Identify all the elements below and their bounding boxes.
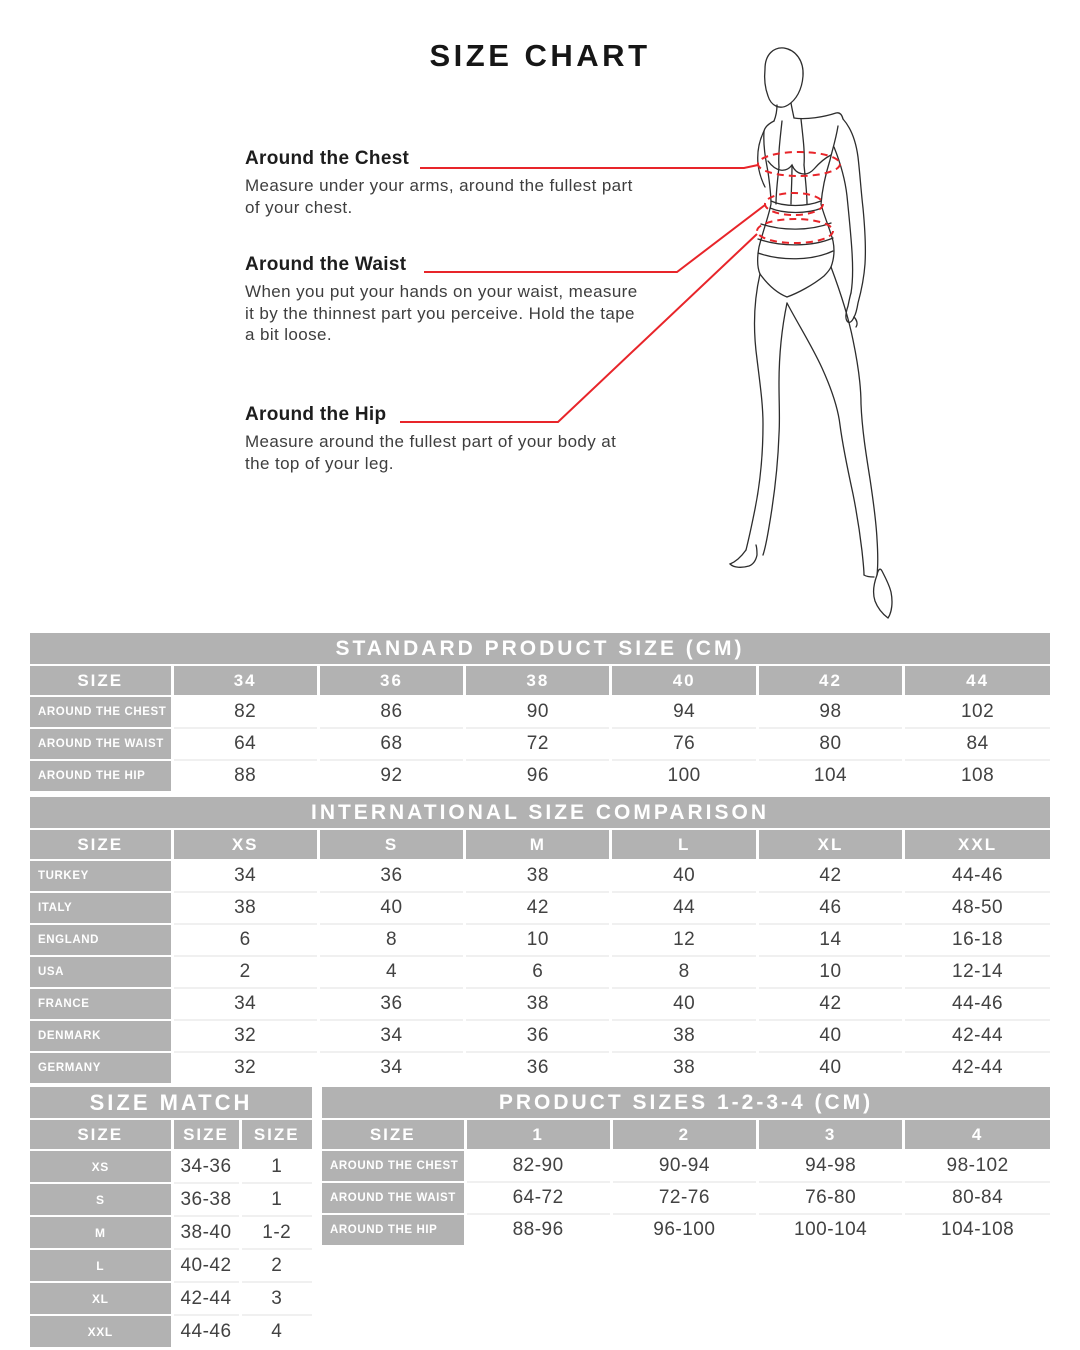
- size-value: 1-2: [240, 1216, 312, 1249]
- callout-waist-heading: Around the Waist: [245, 254, 407, 275]
- size-value: 4: [318, 956, 464, 988]
- size-value: 4: [240, 1315, 312, 1347]
- column-header: SIZE: [240, 1120, 312, 1150]
- size-value: 10: [465, 924, 611, 956]
- size-value: 36: [465, 1020, 611, 1052]
- size-value: 44-46: [172, 1315, 240, 1347]
- measurement-ellipses: [757, 152, 840, 243]
- column-header: SIZE: [30, 1120, 172, 1150]
- table-row: [30, 1183, 312, 1216]
- size-value: 3: [240, 1282, 312, 1315]
- table-row: [30, 892, 1050, 924]
- callout-hip: [245, 404, 640, 474]
- column-header: 40: [611, 666, 757, 696]
- size-value: 40: [757, 1052, 903, 1083]
- callout-waist: [245, 254, 640, 346]
- row-label: FRANCE: [30, 988, 172, 1020]
- standard-product-size-table: [30, 633, 1050, 791]
- size-value: 84: [904, 728, 1050, 760]
- size-value: 96-100: [611, 1214, 757, 1245]
- size-value: 64-72: [465, 1182, 611, 1214]
- column-header: M: [465, 830, 611, 860]
- size-value: 6: [465, 956, 611, 988]
- row-label: GERMANY: [30, 1052, 172, 1083]
- product-sizes-1234-table: [322, 1087, 1050, 1245]
- row-label: TURKEY: [30, 860, 172, 892]
- column-header: SIZE: [322, 1120, 465, 1150]
- column-header: L: [611, 830, 757, 860]
- size-value: 64: [172, 728, 318, 760]
- hip-measure-ellipse: [757, 219, 833, 243]
- row-label: XL: [30, 1282, 172, 1315]
- row-label: AROUND THE CHEST: [322, 1150, 465, 1182]
- size-value: 72-76: [611, 1182, 757, 1214]
- croquis-outline: [730, 48, 892, 618]
- size-value: 34: [318, 1052, 464, 1083]
- size-value: 38-40: [172, 1216, 240, 1249]
- size-value: 1: [240, 1183, 312, 1216]
- chest-measure-ellipse: [758, 152, 840, 176]
- waist-measure-ellipse: [765, 193, 823, 215]
- table-title: SIZE MATCH: [30, 1087, 312, 1118]
- size-value: 90-94: [611, 1150, 757, 1182]
- size-value: 76-80: [758, 1182, 904, 1214]
- column-header: 34: [172, 666, 318, 696]
- table-row: [322, 1182, 1050, 1214]
- size-value: 36: [465, 1052, 611, 1083]
- size-value: 16-18: [904, 924, 1050, 956]
- size-value: 14: [757, 924, 903, 956]
- size-value: 44-46: [904, 860, 1050, 892]
- size-value: 8: [318, 924, 464, 956]
- row-label: USA: [30, 956, 172, 988]
- size-value: 34: [172, 988, 318, 1020]
- size-value: 12: [611, 924, 757, 956]
- table-row: [30, 696, 1050, 728]
- size-value: 80-84: [904, 1182, 1050, 1214]
- column-header: SIZE: [30, 830, 172, 860]
- international-size-comparison-table: [30, 797, 1050, 1083]
- size-value: 36-38: [172, 1183, 240, 1216]
- table-title: INTERNATIONAL SIZE COMPARISON: [30, 797, 1050, 828]
- size-value: 36: [318, 988, 464, 1020]
- column-header: 1: [465, 1120, 611, 1150]
- page-title: SIZE CHART: [429, 38, 651, 73]
- size-value: 12-14: [904, 956, 1050, 988]
- size-value: 34: [172, 860, 318, 892]
- size-value: 36: [318, 860, 464, 892]
- column-header: 42: [757, 666, 903, 696]
- column-header: XL: [757, 830, 903, 860]
- size-value: 40: [611, 988, 757, 1020]
- row-label: AROUND THE WAIST: [322, 1182, 465, 1214]
- size-value: 102: [904, 696, 1050, 728]
- callout-waist-body: When you put your hands on your waist, measure it by the thinnest part you perceive. Hold the tape a bit loose.: [245, 282, 638, 344]
- column-header: SIZE: [30, 666, 172, 696]
- size-value: 1: [240, 1150, 312, 1183]
- size-value: 76: [611, 728, 757, 760]
- column-header: XXL: [904, 830, 1050, 860]
- column-header: 3: [758, 1120, 904, 1150]
- size-value: 82-90: [465, 1150, 611, 1182]
- column-header: 2: [611, 1120, 757, 1150]
- size-value: 32: [172, 1052, 318, 1083]
- table-title: PRODUCT SIZES 1-2-3-4 (CM): [322, 1087, 1050, 1118]
- size-value: 2: [240, 1249, 312, 1282]
- table-row: [30, 1216, 312, 1249]
- column-header: 4: [904, 1120, 1050, 1150]
- row-label: ENGLAND: [30, 924, 172, 956]
- size-value: 38: [611, 1020, 757, 1052]
- size-value: 42: [465, 892, 611, 924]
- row-label: AROUND THE HIP: [322, 1214, 465, 1245]
- row-label: AROUND THE CHEST: [30, 696, 172, 728]
- size-value: 80: [757, 728, 903, 760]
- size-value: 42-44: [904, 1020, 1050, 1052]
- size-value: 100: [611, 760, 757, 791]
- size-value: 40-42: [172, 1249, 240, 1282]
- size-value: 42: [757, 860, 903, 892]
- table-row: [322, 1214, 1050, 1245]
- size-value: 68: [318, 728, 464, 760]
- size-value: 44: [611, 892, 757, 924]
- size-value: 94-98: [758, 1150, 904, 1182]
- standard-product-size-grid: [30, 666, 1050, 791]
- table-row: [30, 1249, 312, 1282]
- callout-chest-body: Measure under your arms, around the fullest part of your chest.: [245, 176, 633, 217]
- size-value: 88: [172, 760, 318, 791]
- column-header: 38: [465, 666, 611, 696]
- row-label: L: [30, 1249, 172, 1282]
- row-label: XS: [30, 1150, 172, 1183]
- table-row: [30, 728, 1050, 760]
- table-row: [30, 1052, 1050, 1083]
- size-value: 88-96: [465, 1214, 611, 1245]
- size-value: 42-44: [904, 1052, 1050, 1083]
- size-value: 72: [465, 728, 611, 760]
- callout-hip-body: Measure around the fullest part of your body at the top of your leg.: [245, 432, 617, 473]
- size-value: 34-36: [172, 1150, 240, 1183]
- size-value: 100-104: [758, 1214, 904, 1245]
- size-value: 44-46: [904, 988, 1050, 1020]
- size-value: 34: [318, 1020, 464, 1052]
- product-sizes-1234-grid: [322, 1120, 1050, 1245]
- size-value: 46: [757, 892, 903, 924]
- size-value: 2: [172, 956, 318, 988]
- row-label: M: [30, 1216, 172, 1249]
- size-value: 42: [757, 988, 903, 1020]
- size-match-table: [30, 1087, 312, 1347]
- size-value: 98: [757, 696, 903, 728]
- table-row: [30, 760, 1050, 791]
- size-value: 38: [172, 892, 318, 924]
- column-header: S: [318, 830, 464, 860]
- callout-chest-heading: Around the Chest: [245, 148, 410, 169]
- table-row: [30, 1315, 312, 1347]
- size-value: 94: [611, 696, 757, 728]
- size-value: 40: [757, 1020, 903, 1052]
- international-size-grid: [30, 830, 1050, 1083]
- table-row: [30, 860, 1050, 892]
- callout-chest: [245, 148, 640, 218]
- table-row: [30, 956, 1050, 988]
- size-value: 38: [465, 988, 611, 1020]
- size-value: 96: [465, 760, 611, 791]
- size-value: 108: [904, 760, 1050, 791]
- size-value: 32: [172, 1020, 318, 1052]
- row-label: AROUND THE WAIST: [30, 728, 172, 760]
- size-value: 82: [172, 696, 318, 728]
- size-value: 104: [757, 760, 903, 791]
- table-title: STANDARD PRODUCT SIZE (CM): [30, 633, 1050, 664]
- row-label: DENMARK: [30, 1020, 172, 1052]
- size-value: 6: [172, 924, 318, 956]
- size-value: 42-44: [172, 1282, 240, 1315]
- row-label: S: [30, 1183, 172, 1216]
- size-value: 98-102: [904, 1150, 1050, 1182]
- row-label: XXL: [30, 1315, 172, 1347]
- column-header: SIZE: [172, 1120, 240, 1150]
- size-value: 104-108: [904, 1214, 1050, 1245]
- size-value: 38: [465, 860, 611, 892]
- size-value: 86: [318, 696, 464, 728]
- table-row: [30, 1150, 312, 1183]
- size-value: 8: [611, 956, 757, 988]
- table-row: [30, 924, 1050, 956]
- callout-hip-heading: Around the Hip: [245, 404, 387, 425]
- table-row: [30, 1282, 312, 1315]
- size-value: 48-50: [904, 892, 1050, 924]
- size-value: 40: [611, 860, 757, 892]
- column-header: 36: [318, 666, 464, 696]
- column-header: XS: [172, 830, 318, 860]
- size-value: 38: [611, 1052, 757, 1083]
- row-label: AROUND THE HIP: [30, 760, 172, 791]
- size-match-grid: [30, 1120, 312, 1347]
- table-row: [30, 1020, 1050, 1052]
- size-value: 92: [318, 760, 464, 791]
- table-row: [322, 1150, 1050, 1182]
- table-row: [30, 988, 1050, 1020]
- size-value: 10: [757, 956, 903, 988]
- row-label: ITALY: [30, 892, 172, 924]
- column-header: 44: [904, 666, 1050, 696]
- size-value: 40: [318, 892, 464, 924]
- size-value: 90: [465, 696, 611, 728]
